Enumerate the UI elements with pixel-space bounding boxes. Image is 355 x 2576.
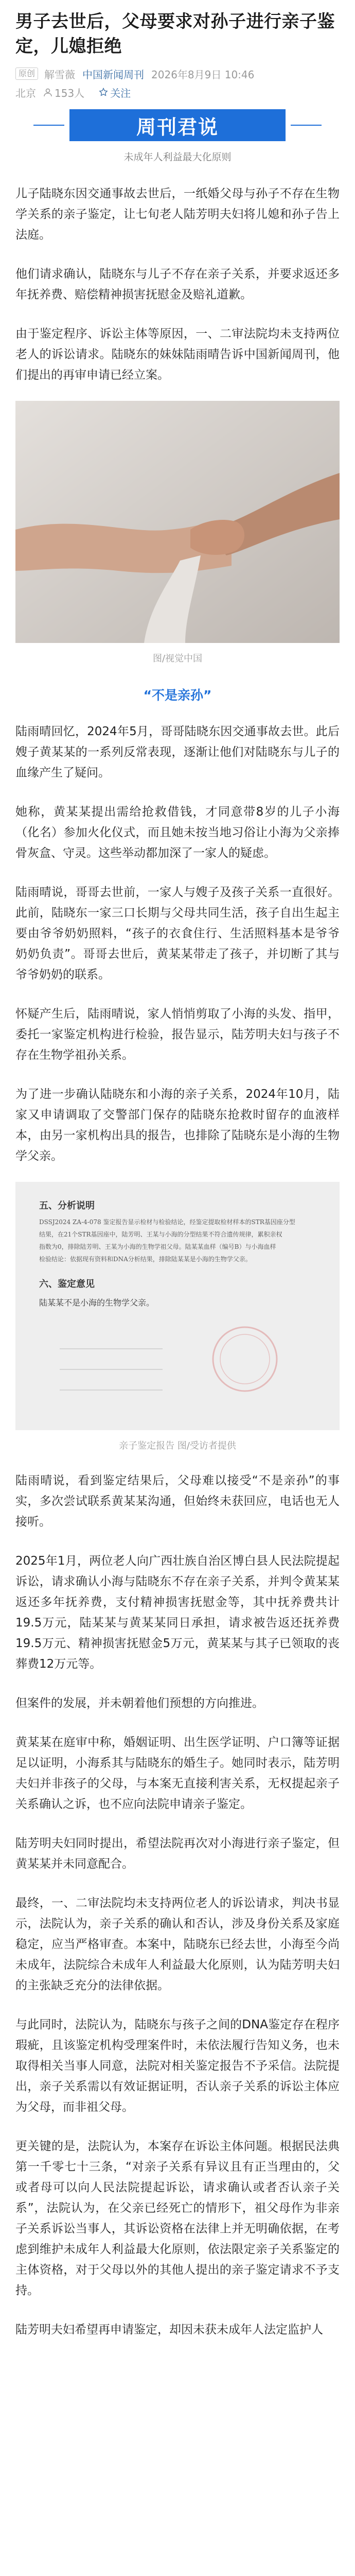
paragraph: 陆芳明夫妇希望再申请鉴定，却因未获未成年人法定监护人: [15, 2323, 323, 2336]
paragraph: 陆雨晴说，哥哥去世前，一家人与嫂子及孩子关系一直很好。此前，陆晓东一家三口长期与父母共同生活，孩子自出生起主要由爷爷奶奶照料，“孩子的衣食住行、生活照料基本是爷爷奶奶负责”。哥哥去世后，黄某某带走了孩子，并切断了其与爷爷奶奶的联系。: [15, 886, 340, 981]
read-count: [43, 85, 92, 100]
paragraph: 儿子陆晓东因交通事故去世后，一纸婚父母与孙子不存在生物学关系的亲子鉴定，让七旬老人陆芳明夫妇将儿媳和孙子告上法庭。: [15, 187, 340, 242]
report-stamp-area: [39, 1318, 316, 1405]
follow-label: 关注: [110, 87, 131, 99]
star-icon: [99, 88, 108, 97]
report-caption: 亲子鉴定报告 图/受访者提供: [119, 1440, 236, 1451]
paragraph: 但案件的发展，并未朝着他们预想的方向推进。: [15, 1697, 264, 1710]
holding-hands-illustration: [15, 401, 340, 643]
article-stats: [15, 84, 340, 100]
paragraph: 怀疑产生后，陆雨晴说，家人悄悄剪取了小海的头发、指甲，委托一家鉴定机构进行检验，报告显示，陆芳明夫妇与孩子不存在生物学祖孙关系。: [15, 1007, 340, 1062]
reader-icon: [43, 88, 52, 97]
dna-report-photo: [15, 1182, 340, 1430]
paragraph: 最终，一、二审法院均未支持两位老人的诉讼请求，判决书显示，法院认为，亲子关系的确认和否认，涉及身份关系及家庭稳定，应当严格审查。本案中，陆晓东已经去世，小海至今尚未成年，法院综合未成年人利益最大化原则，认为陆芳明夫妇的主张缺乏充分的法律依据。: [15, 1896, 340, 1992]
location-label: 北京: [15, 87, 36, 99]
paragraph: 为了进一步确认陆晓东和小海的亲子关系，2024年10月，陆家又申请调取了交警部门保存的陆晓东抢救时留存的血液样本，由另一家机构出具的报告，也排除了陆晓东是小海的生物学父亲。: [15, 1088, 340, 1163]
report-line: DSSJ2024 ZA-4-078 鉴定报告显示检材与检验结论，经鉴定提取检材样本的STR基因座分型: [39, 1218, 295, 1226]
original-tag: 原创: [15, 67, 38, 80]
publish-datetime: 2026年8月9日 10:46: [151, 68, 255, 81]
report-line: 结果，在21个STR基因座中，陆芳明、王某与小海的分型结果不符合遗传规律，累积亲权: [39, 1231, 282, 1238]
report-section-head: 五、分析说明: [39, 1200, 95, 1211]
paragraph: 2025年1月，两位老人向广西壮族自治区博白县人民法院提起诉讼，请求确认小海与陆晓东不存在亲子关系，并判令黄某某返还多年抚养费，支付精神损害抚慰金等，其中抚养费共计19.5万元，陆某某与黄某某同日承担，请求被告返还抚养费19.5万元、精神损害抚慰金5万元，黄某某与其子已领取的丧葬费12万元等。: [15, 1554, 340, 1671]
follow-button[interactable]: [99, 85, 138, 100]
column-banner: [69, 109, 286, 141]
paragraph: 更关键的是，法院认为，本案存在诉讼主体问题。根据民法典第一千零七十三条，“对亲子关系有异议且有正当理由的，父或者母可以向人民法院提起诉讼，请求确认或者否认亲子关系”，法院认为，在父亲已经死亡的情形下，祖父母作为非亲子关系诉讼当事人，其诉讼资格在法律上并无明确依据，在考虑到维护未成年人利益最大化原则，依法限定亲子关系鉴定的主体资格，对于父母以外的其他人提出的亲子鉴定请求不予支持。: [15, 2140, 340, 2297]
section-heading: “不是亲孙”: [143, 688, 212, 703]
paragraph: 黄某某在庭审中称，婚姻证明、出生医学证明、户口簿等证据足以证明，小海系其与陆晓东的婚生子。她同时表示，陆芳明夫妇并非孩子的父母，与本案无直接利害关系，无权提起亲子关系确认之诉，也不应向法院申请亲子鉴定。: [15, 1736, 340, 1811]
paragraph: 与此同时，法院认为，陆晓东与孩子之间的DNA鉴定存在程序瑕疵，且该鉴定机构受理案件时，未依法履行告知义务，也未取得相关当事人同意，法院对相关鉴定报告不予采信。法院提出，亲子关系需以有效证据证明，否认亲子关系的诉讼主体应为父母，而非祖父母。: [15, 2018, 340, 2114]
paragraph: 陆雨晴回忆，2024年5月，哥哥陆晓东因交通事故去世。此后嫂子黄某某的一系列反常表现，逐渐让他们对陆晓东与儿子的血缘产生了疑问。: [15, 725, 340, 779]
author-name[interactable]: 解雪薇: [44, 68, 76, 81]
paragraph: 陆芳明夫妇同时提出，希望法院再次对小海进行亲子鉴定，但黄某某并未同意配合。: [15, 1837, 340, 1871]
banner-text: 周刊君说: [136, 115, 219, 139]
source-link[interactable]: 中国新闻周刊: [82, 68, 145, 81]
column-slogan: 未成年人利益最大化原则: [123, 151, 232, 163]
report-line: 指数为0，排除陆芳明、王某为小海的生物学祖父母。陆某某血样（编号B）与小海血样: [39, 1243, 276, 1250]
paragraph: 由于鉴定程序、诉讼主体等原因，一、二审法院均未支持两位老人的诉讼请求。陆晓东的妹妹陆雨晴告诉中国新闻周刊，他们提出的再审申请已经立案。: [15, 327, 340, 382]
paragraph: 她称，黄某某提出需给抢救借钱，才同意带8岁的儿子小海（化名）参加火化仪式，而且她未按当地习俗让小海为父亲捧骨灰盒、守灵。这些举动都加深了一家人的疑虑。: [15, 805, 340, 860]
paragraph: 他们请求确认，陆晓东与儿子不存在亲子关系，并要求返还多年抚养费、赔偿精神损害抚慰金及赔礼道歉。: [15, 267, 340, 301]
photo-caption: 图/视觉中国: [152, 653, 203, 664]
hands-photo: [15, 401, 340, 643]
read-count-value: 153人: [55, 87, 85, 99]
paragraph: 陆雨晴说，看到鉴定结果后，父母难以接受“不是亲孙”的事实，多次尝试联系黄某某沟通，但始终未获回应，电话也无人接听。: [15, 1474, 340, 1529]
article-meta: [15, 66, 340, 81]
report-line: 检验结论：依据现有资料和DNA分析结果，排除陆某某是小海的生物学父亲。: [39, 1256, 252, 1263]
article-title: 男子去世后，父母要求对孙子进行亲子鉴定，儿媳拒绝: [15, 11, 335, 57]
report-section-head: 六、鉴定意见: [39, 1279, 95, 1290]
report-conclusion: 陆某某不是小海的生物学父亲。: [39, 1298, 155, 1308]
